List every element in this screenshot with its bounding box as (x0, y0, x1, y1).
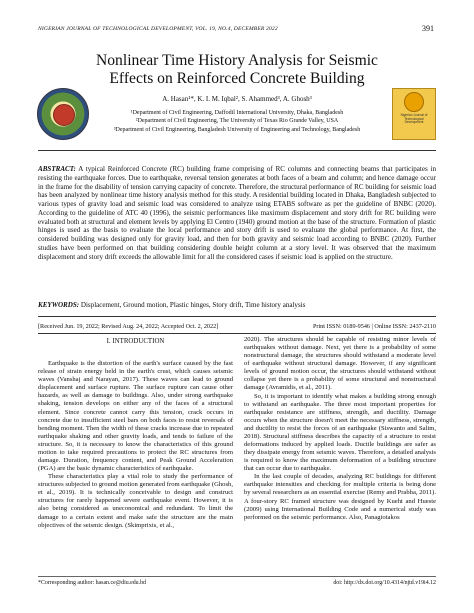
left-paragraph-2: These characteristics play a vital role to study the performance of structures subjected to ground motion generated from earthquake (Ghosh, et al., 2019). It is technically conceivable to design and construct structures for rarely happened severe earthquake event. However, it is also being considered as uneconomical and redundant. To limit the damage to a certain extent and make safe the structure are the main objectives of the seismic design. (Skimprixis, et al., (38, 473, 233, 529)
left-paragraph-1: Earthquake is the distortion of the earth's surface caused by the fast release of strain energy held in the earth's crust, which causes seismic waves (Vanshaj and Narayan, 2017). These waves can lead to ground displacement and surface rupture. The surface rupture can cause other hazards, as well as damage to buildings. Also, under strong earthquake shaking, tension develops on either any of the faces of a structural element. Since concrete cannot carry this tension, crack occurs in concrete due to insufficient steel bars on both faces to resist reversals of bending moment. Then the width of these cracks increase due to repeated earthquake shaking and other gravity loads, and tends to failure of the structure. So, it is necessary to know the characteristics of this ground motion to take required precautions to protect the RC structures from damage. Duration, frequency content, and Peak Ground Acceleration (PGA) are the basic dynamic characteristics of earthquake. (38, 360, 233, 473)
authors: A. Hasan¹*, K. I. M. Iqbal², S. Ahammed³, A. Ghosh³ (162, 95, 312, 103)
doi-link[interactable]: doi: http://dx.doi.org/10.4314/njtd.v19i4.12 (333, 580, 436, 586)
cover-line-1: Nigerian Journal of (400, 113, 428, 117)
rule-top (38, 150, 436, 151)
keywords-text: Displacement, Ground motion, Plastic hinges, Story drift, Time history analysis (79, 301, 306, 309)
section-heading: I. INTRODUCTION (106, 338, 165, 345)
title-line-1: Nonlinear Time History Analysis for Seismic (96, 52, 378, 69)
title-line-2: Effects on Reinforced Concrete Building (109, 70, 365, 87)
page-number: 391 (422, 24, 434, 33)
keywords-label: KEYWORDS: (38, 301, 80, 309)
cover-line-2: Technological (404, 116, 424, 121)
right-paragraph-2: So, it is important to identify what makes a building strong enough to withstand an earthquake. The three most important properties for earthquake resistance are stiffness, strength, and ductility. Damage occurs when the structure doesn't meet the necessary stiffness, strength, and ductility to resist the forces of an earthquake (Siswanto and Salim, 2018). Structural stiffness describes the capacity of a structure to resist deformations induced by applied loads. Ductile buildings are safer as they dissipate energy from seismic waves. Therefore, a detailed analysis is required to know the maximum deformation of a building structure that can occur due to earthquake. (244, 392, 436, 473)
abstract (38, 165, 436, 261)
right-column (244, 336, 436, 522)
affiliation-2: ²Department of Civil Engineering, The University of Texas Rio Grande Valley, USA (135, 118, 339, 124)
footer-rule (38, 576, 436, 577)
abstract-label: ABSTRACT: (38, 165, 76, 173)
abstract-text: A typical Reinforced Concrete (RC) building frame comprising of RC columns and connecting beams that participates in resisting the earthquake forces. Due to earthquake, reversal tension generates at both faces of a beam and column; and hence damage occur in the frame for the disability of tension carrying capacity of concrete. Therefore, the structural performance of RC building for seismic load has been analyzed by nonlinear time history analysis method for this study. A residential building located in Dhaka, Bangladesh subjected to various types of gravity load and seismic load was considered to analyze using ETABS software as per the guideline of BNBC (2020). According to the guideline of ATC 40 (1996), the seismic performances like maximum displacement and story drift for RC building were evaluated both at structural and element levels by applying El Centro (1940) ground motion at the base of the structure. Formation of plastic hinges is used as the basis to evaluate the local performance and story drift is used to evaluate the global performance. At first, the considered building was designed only for gravity load, and then for both gravity and seismic load according to BNBC (2020). Further studies have been performed on that building considering double height column at a story level. It was observed that the maximum displacement and story drift exceeds the allowable limit for all the considered cases if seismic load is applied on the structure. (38, 165, 436, 261)
right-paragraph-3: In the last couple of decades, analyzing RC buildings for different earthquake intensities and checking for multiple criteria is being done by several researchers as an essential exercise (Remy and Prabha, 2011). A four-story RC framed structure was designed by Kueht and Hueste (2009) using International Building Code and a numerical study was performed on the seismic performance. Also, Panagiotakos (244, 473, 436, 521)
running-head: NIGERIAN JOURNAL OF TECHNOLOGICAL DEVELOPMENT, VOL. 19, NO.4, DECEMBER 2022 (38, 26, 278, 32)
keywords (38, 301, 436, 310)
affiliation-3: ³Department of Civil Engineering, Bangladesh University of Engineering and Technology, Bangladesh (113, 127, 361, 133)
issn-info: Print ISSN: 0189-9546 | Online ISSN: 2437-2110 (312, 323, 436, 330)
left-column (38, 336, 233, 530)
rule-bottom (38, 333, 436, 334)
cover-line-3: Development (404, 120, 424, 125)
submission-dates: [Received Jun. 19, 2022; Revised Aug. 24, 2022; Accepted Oct. 2, 2022] (38, 323, 219, 330)
paper-title (0, 52, 474, 88)
rule-middle (38, 316, 436, 317)
corresponding-author: *Corresponding author: hasan.ce@diu.edu.bd (38, 580, 146, 586)
right-paragraph-1: 2020). The structures should be capable of resisting minor levels of earthquakes without damage. Next, yet there is a probability of some nonstructural damage, the structures should withstand a moderate level of earthquake without structural damage. However, if any significant levels of ground motion occur, the structures should withstand without collapse yet there is a probability of some structural and nonstructural damage (Avramidis, et al., 2011). (244, 336, 436, 392)
affiliation-1: ¹Department of Civil Engineering, Daffodil International University, Dhaka, Bangladesh (130, 110, 344, 116)
